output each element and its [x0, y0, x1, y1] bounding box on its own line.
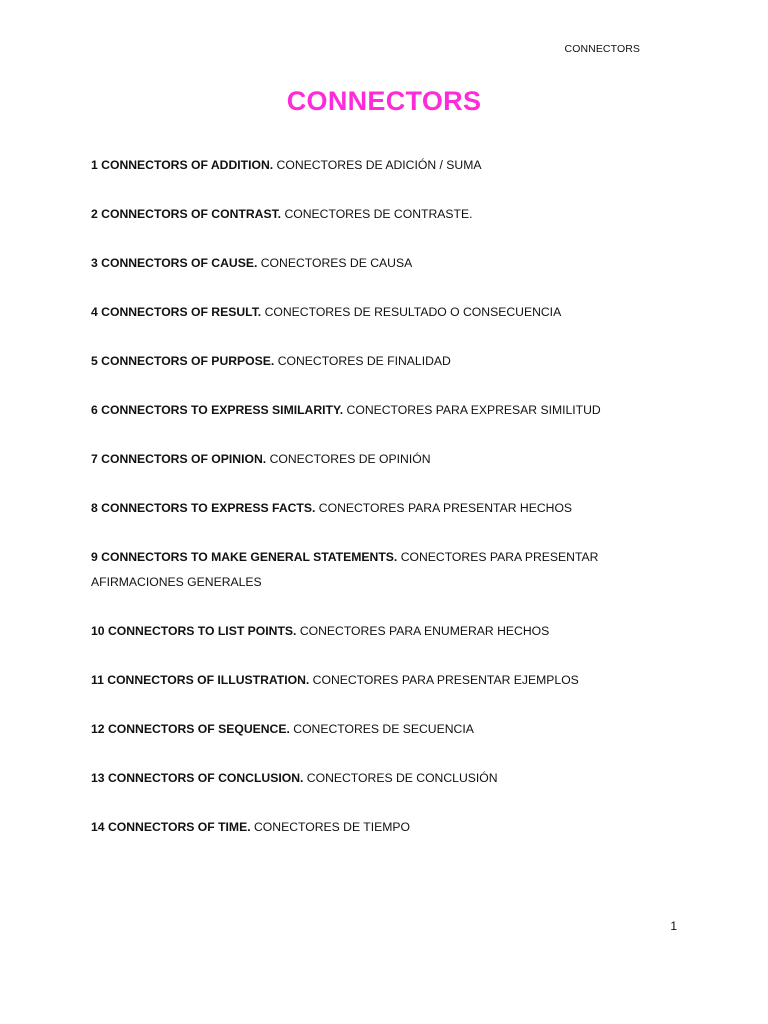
entry-spanish: CONECTORES DE CONCLUSIÓN [306, 771, 498, 785]
entry-english: 3 CONNECTORS OF CAUSE. [91, 256, 258, 270]
list-item [91, 300, 681, 325]
entry-spanish: CONECTORES DE RESULTADO O CONSECUENCIA [264, 305, 562, 319]
list-item [91, 815, 681, 840]
entry-spanish: CONECTORES PARA PRESENTAR HECHOS [318, 501, 573, 515]
entry-english: 6 CONNECTORS TO EXPRESS SIMILARITY. [91, 403, 344, 417]
list-item [91, 153, 681, 178]
entry-english: 11 CONNECTORS OF ILLUSTRATION. [91, 673, 310, 687]
list-item [91, 349, 681, 374]
entry-english: 12 CONNECTORS OF SEQUENCE. [91, 722, 290, 736]
entry-english: 13 CONNECTORS OF CONCLUSION. [91, 771, 304, 785]
entry-spanish: CONECTORES DE OPINIÓN [269, 452, 431, 466]
entry-spanish: CONECTORES DE FINALIDAD [277, 354, 451, 368]
running-header: CONNECTORS [564, 43, 640, 55]
entry-english: 10 CONNECTORS TO LIST POINTS. [91, 624, 297, 638]
entry-english: 1 CONNECTORS OF ADDITION. [91, 158, 274, 172]
list-item [91, 251, 681, 276]
entry-spanish: CONECTORES DE TIEMPO [253, 820, 410, 834]
entry-spanish: CONECTORES PARA PRESENTAR EJEMPLOS [312, 673, 579, 687]
list-item [91, 545, 681, 595]
list-item [91, 496, 681, 521]
list-item [91, 619, 681, 644]
list-item [91, 398, 681, 423]
connectors-list [91, 153, 681, 864]
entry-english: 7 CONNECTORS OF OPINION. [91, 452, 267, 466]
entry-spanish: CONECTORES PARA PRESENTAR AFIRMACIONES GENERALES [91, 550, 599, 589]
page-number: 1 [670, 919, 677, 933]
entry-spanish: CONECTORES PARA ENUMERAR HECHOS [299, 624, 550, 638]
entry-english: 4 CONNECTORS OF RESULT. [91, 305, 262, 319]
entry-spanish: CONECTORES PARA EXPRESAR SIMILITUD [346, 403, 601, 417]
entry-english: 8 CONNECTORS TO EXPRESS FACTS. [91, 501, 316, 515]
entry-english: 5 CONNECTORS OF PURPOSE. [91, 354, 275, 368]
list-item [91, 202, 681, 227]
entry-english: 14 CONNECTORS OF TIME. [91, 820, 251, 834]
list-item [91, 447, 681, 472]
entry-english: 2 CONNECTORS OF CONTRAST. [91, 207, 282, 221]
page-title: CONNECTORS [286, 86, 482, 116]
entry-spanish: CONECTORES DE CAUSA [260, 256, 413, 270]
entry-english: 9 CONNECTORS TO MAKE GENERAL STATEMENTS. [91, 550, 398, 564]
list-item [91, 717, 681, 742]
list-item [91, 766, 681, 791]
entry-spanish: CONECTORES DE SECUENCIA [293, 722, 474, 736]
entry-spanish: CONECTORES DE CONTRASTE. [284, 207, 473, 221]
entry-spanish: CONECTORES DE ADICIÓN / SUMA [276, 158, 482, 172]
list-item [91, 668, 681, 693]
